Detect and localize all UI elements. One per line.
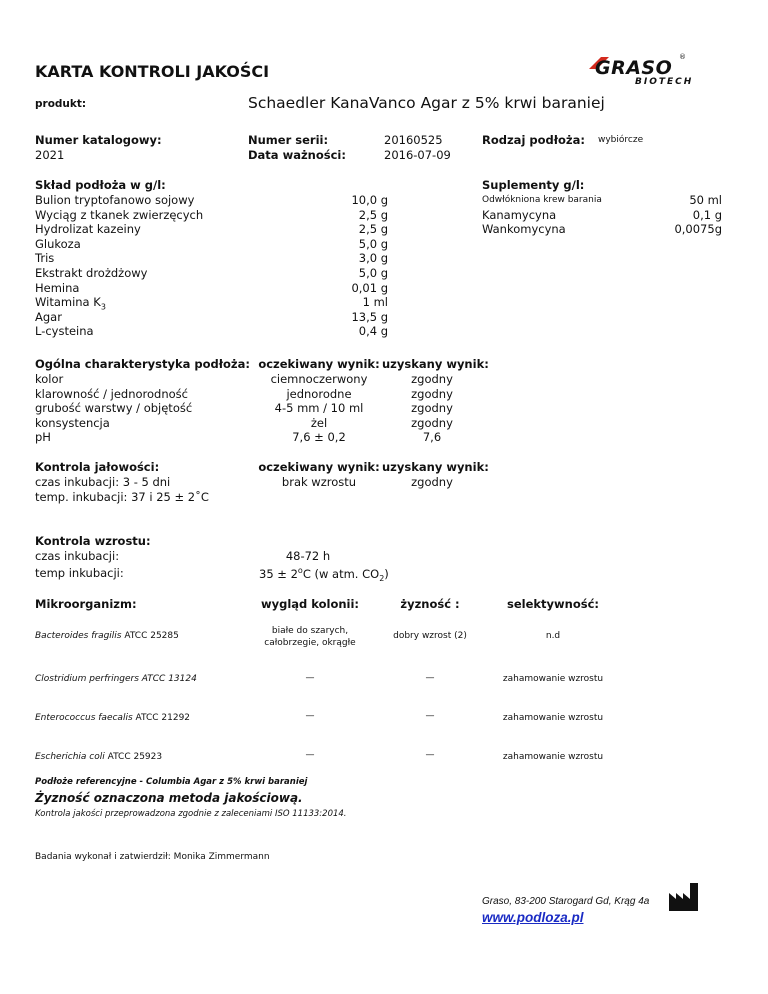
growth-title: Kontrola wzrostu: <box>35 534 151 548</box>
general-param: grubość warstwy / objętość <box>35 401 193 416</box>
serial-label: Numer serii: <box>248 133 329 147</box>
general-obtained: zgodny <box>411 372 453 386</box>
colony-appearance: — <box>305 711 315 721</box>
supplement-item: Wankomycyna <box>482 222 566 237</box>
general-expected-label: oczekiwany wynik: <box>258 357 380 371</box>
col-fertility: żyzność : <box>400 597 460 611</box>
col-selectivity: selektywność: <box>507 597 599 611</box>
table-row <box>35 713 190 723</box>
col-colony: wygląd kolonii: <box>260 597 360 611</box>
growth-temp-b: C (w atm. CO <box>302 566 380 581</box>
table-row: Clostridium perfringers ATCC 13124 <box>35 674 197 684</box>
general-params <box>35 372 192 445</box>
expiry-value: 2016-07-09 <box>384 148 451 162</box>
composition-title: Skład podłoża w g/l: <box>35 178 166 192</box>
general-obtained: zgodny <box>411 401 453 416</box>
growth-temp-sub: 2 <box>379 574 385 584</box>
website-link[interactable]: www.podloza.pl <box>482 910 584 925</box>
catalog-label: Numer katalogowy: <box>35 133 162 147</box>
selectivity-value: n.d <box>545 631 561 641</box>
manufacturer-icon <box>668 882 700 912</box>
composition-item-name: Witamina K <box>35 295 101 310</box>
colony-appearance: — <box>305 673 315 683</box>
general-expected: 4-5 mm / 10 ml <box>274 401 364 416</box>
graso-logo <box>587 55 697 89</box>
selectivity-value: zahamowanie wzrostu <box>502 674 604 684</box>
general-expected: ciemnoczerwony <box>270 372 368 386</box>
growth-temp-c: ) <box>384 566 389 581</box>
standard-note: Kontrola jakości przeprowadzona zgodnie z zaleceniami ISO 11133:2014. <box>35 809 347 819</box>
reference-note: Podłoże referencyjne - Columbia Agar z 5% krwi baraniej <box>35 777 308 787</box>
footer-address: Graso, 83-200 Starogard Gd, Krąg 4a <box>482 896 650 907</box>
sterility-temp: temp. inkubacji: 37 i 25 ± 2˚C <box>35 490 209 504</box>
composition-amount: 10,0 g <box>351 193 388 207</box>
organism-atcc: ATCC 21292 <box>135 713 191 723</box>
expiry-label: Data ważności: <box>248 148 346 162</box>
composition-amount: 2,5 g <box>358 207 388 222</box>
medium-type-label: Rodzaj podłoża: <box>482 133 585 147</box>
organism-species: Bacteroides fragilis <box>35 631 122 641</box>
composition-item: Hemina <box>35 280 80 295</box>
supplement-amount: 0,1 g <box>692 207 722 222</box>
supplements-amounts <box>640 193 722 237</box>
growth-time-label: czas inkubacji: <box>35 549 120 563</box>
method-note: Żyzność oznaczona metoda jakościową. <box>35 791 303 805</box>
general-obtained-values <box>382 372 482 445</box>
signature-note: Badania wykonał i zatwierdził: Monika Zimmermann <box>35 852 270 862</box>
composition-names <box>35 193 203 339</box>
catalog-value: 2021 <box>35 148 65 162</box>
composition-amount: 3,0 g <box>358 251 388 266</box>
logo-subtext: BIOTECH <box>635 77 694 87</box>
composition-amount: 1 ml <box>362 295 388 310</box>
composition-item: Bulion tryptofanowo sojowy <box>35 193 195 207</box>
general-title: Ogólna charakterystyka podłoża: <box>35 357 250 371</box>
general-param: pH <box>35 430 51 445</box>
fertility-value: — <box>425 750 435 760</box>
supplements-title: Suplementy g/l: <box>482 178 585 192</box>
general-obtained: 7,6 <box>422 430 442 445</box>
table-row <box>35 631 179 641</box>
growth-temp-a: 35 ± 2 <box>259 566 298 581</box>
colony-appearance: — <box>305 750 315 760</box>
supplement-amount: 0,0075g <box>674 222 722 237</box>
registered-mark: ® <box>679 53 686 61</box>
sterility-expected-value: brak wzrostu <box>281 475 357 489</box>
growth-temp-degree: o <box>297 566 303 575</box>
supplements-names <box>482 193 602 237</box>
organism-species: Enterococcus faecalis <box>35 713 133 723</box>
growth-temp-label: temp inkubacji: <box>35 566 124 580</box>
composition-item: Agar <box>35 309 62 324</box>
composition-item: L-cysteina <box>35 324 94 339</box>
sterility-title: Kontrola jałowości: <box>35 460 160 474</box>
organism-species: Escherichia coli <box>35 752 105 762</box>
general-param: konsystencja <box>35 415 110 430</box>
composition-item: Wyciąg z tkanek zwierzęcych <box>35 207 204 222</box>
supplement-item: Odwłókniona krew barania <box>482 195 602 205</box>
composition-amount: 0,01 g <box>351 280 388 295</box>
general-obtained-label: uzyskany wynik: <box>382 357 489 371</box>
composition-amount: 5,0 g <box>358 265 388 280</box>
product-name: Schaedler KanaVanco Agar z 5% krwi baraniej <box>248 94 605 112</box>
composition-item: Ekstrakt drożdżowy <box>35 265 148 280</box>
table-row <box>35 752 162 762</box>
product-label: produkt: <box>35 98 87 110</box>
composition-item: Glukoza <box>35 236 81 251</box>
general-obtained: zgodny <box>411 386 453 401</box>
colony-appearance: białe do szarych, całobrzegie, okrągłe <box>264 626 356 648</box>
col-organism: Mikroorganizm: <box>35 597 137 611</box>
composition-item <box>35 295 203 310</box>
supplement-item: Kanamycyna <box>482 207 557 222</box>
sterility-time: czas inkubacji: 3 - 5 dni <box>35 475 171 489</box>
composition-amount: 0,4 g <box>358 324 388 339</box>
selectivity-value: zahamowanie wzrostu <box>502 713 604 723</box>
fertility-value: — <box>425 711 435 721</box>
logo-text: GRASO <box>595 57 673 79</box>
general-param: kolor <box>35 372 64 386</box>
composition-amount: 5,0 g <box>358 236 388 251</box>
growth-time-value: 48-72 h <box>285 549 331 563</box>
selectivity-value: zahamowanie wzrostu <box>502 752 604 762</box>
general-param: klarowność / jednorodność <box>35 386 188 401</box>
fertility-value: dobry wzrost (2) <box>393 631 467 641</box>
sterility-obtained-value: zgodny <box>411 475 453 489</box>
serial-value: 20160525 <box>384 133 443 147</box>
composition-amount: 13,5 g <box>351 309 388 324</box>
page-title: KARTA KONTROLI JAKOŚCI <box>35 62 270 81</box>
composition-item-sub: 3 <box>100 302 106 312</box>
growth-temp-value <box>259 566 389 583</box>
general-expected: żel <box>310 415 328 430</box>
general-expected: jednorodne <box>286 386 352 401</box>
organism-atcc: ATCC 25923 <box>107 752 163 762</box>
general-expected-values <box>255 372 383 445</box>
fertility-value: — <box>425 673 435 683</box>
medium-type-value: wybiórcze <box>598 135 644 145</box>
composition-amounts <box>300 193 388 339</box>
sterility-obtained-label: uzyskany wynik: <box>382 460 489 474</box>
composition-item: Hydrolizat kazeiny <box>35 222 141 237</box>
composition-amount: 2,5 g <box>358 222 388 237</box>
general-obtained: zgodny <box>411 415 453 430</box>
composition-item: Tris <box>35 251 55 266</box>
supplement-amount: 50 ml <box>689 193 722 207</box>
general-expected: 7,6 ± 0,2 <box>292 430 346 445</box>
sterility-expected-label: oczekiwany wynik: <box>258 460 380 474</box>
organism-atcc: ATCC 25285 <box>124 631 179 641</box>
